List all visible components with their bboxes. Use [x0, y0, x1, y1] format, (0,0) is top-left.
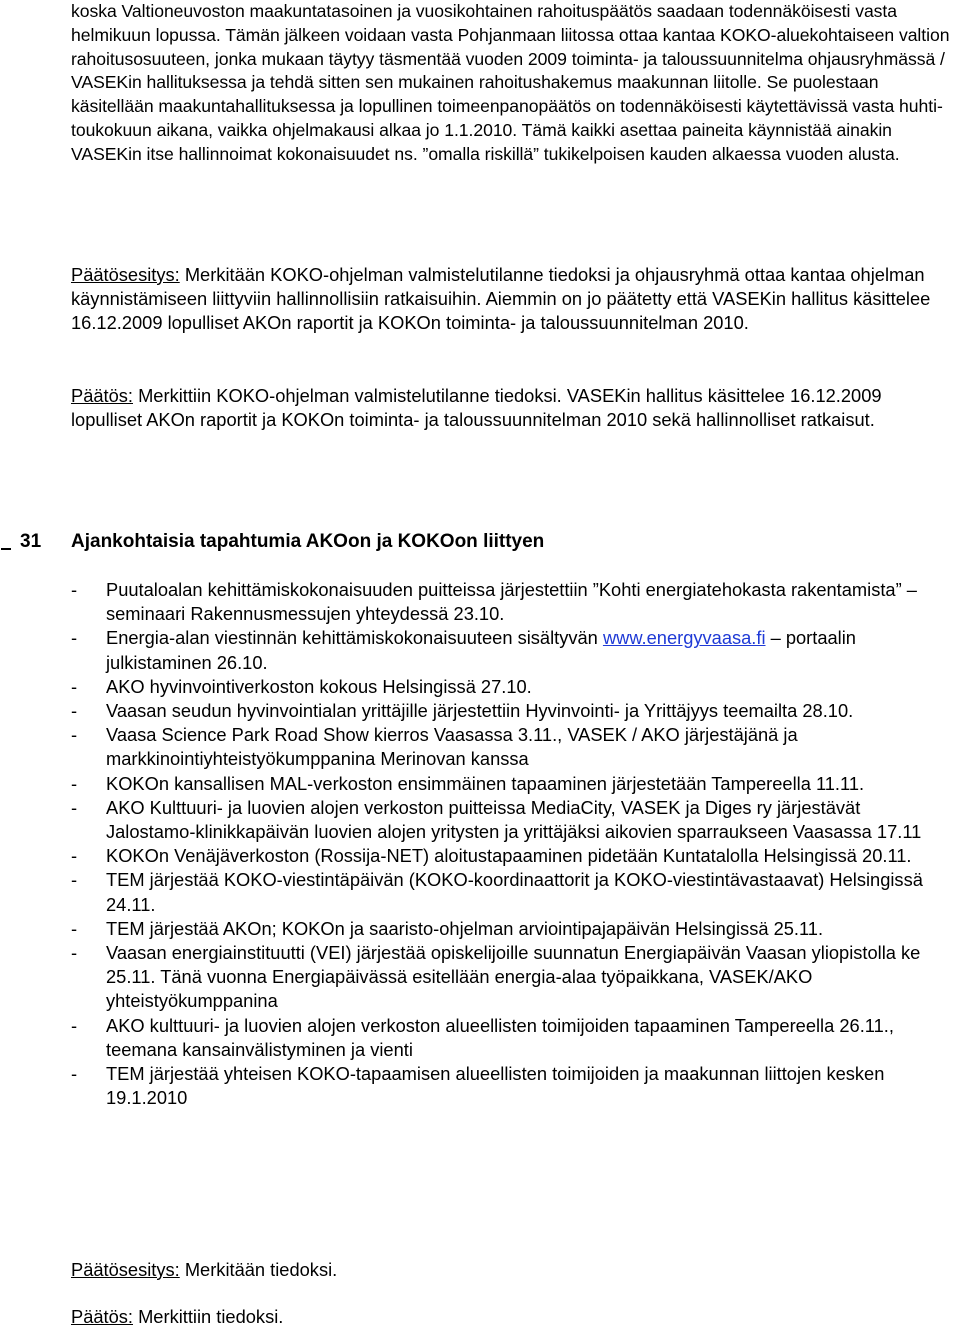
- list-item: [71, 772, 951, 796]
- list-item: [71, 675, 951, 699]
- list-item-text: Vaasan seudun hyvinvointialan yrittäjille järjestettiin Hyvinvointi- ja Yrittäjyys teemailta 28.10.: [106, 700, 854, 722]
- proposal-paragraph-1: [71, 263, 951, 335]
- event-list: [71, 578, 951, 1110]
- list-item-text: Energia-alan viestinnän kehittämiskokonaisuuteen sisältyvän: [106, 627, 603, 649]
- section-title: Ajankohtaisia tapahtumia AKOon ja KOKOon liittyen: [71, 531, 545, 552]
- intro-text: koska Valtioneuvoston maakuntatasoinen ja vuosikohtainen rahoituspäätös saadaan todennäköisesti vasta helmikuun lopussa. Tämän jälkeen voidaan vasta Pohjanmaan liitossa ottaa kantaa KOKO-aluekohtaiseen valtion rahoitusosuuteen, jonka mukaan täytyy täsmentää vuoden 2009 toiminta- ja taloussuunnitelma ohjausryhmässä / VASEKin hallituksessa ja tehdä sitten sen mukainen rahoitushakemus maakunnan liitolle.: [71, 1, 950, 93]
- list-item-text: KOKOn Venäjäverkoston (Rossija-NET) aloitustapaaminen pidetään Kuntatalolla Helsingissä 20.11.: [106, 845, 912, 867]
- list-item-text: Vaasa Science Park Road Show kierros Vaasassa 3.11., VASEK / AKO järjestäjänä ja markkinointiyhteistyökumppanina Merinovan kanssa: [106, 724, 798, 770]
- list-item-text: Puutaloalan kehittämiskokonaisuuden puitteissa järjestettiin ”Kohti energiatehokasta rakentamista” –seminaari Rakennusmessujen yhteydessä 23.10.: [106, 579, 917, 625]
- list-item: [71, 578, 951, 626]
- list-item: [71, 626, 951, 674]
- section-number: 31: [20, 531, 42, 552]
- decision-label: Päätös:: [71, 385, 133, 406]
- section-heading: [0, 529, 960, 555]
- list-item-text: Vaasan energiainstituutti (VEI) järjestää opiskelijoille suunnatun Energiapäivän Vaasan yliopistolla ke 25.11. Tänä vuonna Energiapäivässä esitellään energia-alaa työpaikkana, VASEK/AKO yhteistyökumppanina: [106, 942, 921, 1012]
- list-dash: -: [71, 942, 78, 964]
- decision-text: Merkittiin tiedoksi.: [133, 1306, 284, 1327]
- list-item: [71, 941, 951, 1014]
- list-dash: -: [71, 579, 78, 600]
- list-item-text: AKO kulttuuri- ja luovien alojen verkoston alueellisten toimijoiden tapaaminen Tampereella 26.11., teemana kansainvälistyminen ja vienti: [106, 1014, 894, 1060]
- list-item-text: – portaalin julkistaminen 26.10.: [106, 627, 856, 673]
- energyvaasa-link[interactable]: www.energyvaasa.fi: [602, 627, 766, 649]
- list-item: [71, 844, 951, 868]
- list-dash: -: [71, 675, 78, 697]
- list-dash: -: [71, 796, 78, 818]
- decision-text: Merkittiin KOKO-ohjelman valmistelutilanne tiedoksi. VASEKin hallitus käsittelee 16.12.2009 lopulliset AKOn raportit ja KOKOn toiminta- ja taloussuunnitelman 2010 sekä hallinnolliset ratkaisut.: [71, 385, 882, 430]
- list-item-text: AKO hyvinvointiverkoston kokous Helsingissä 27.10.: [106, 675, 532, 697]
- list-dash: -: [71, 700, 78, 722]
- list-item: [71, 868, 951, 916]
- list-item: [71, 723, 951, 771]
- list-item: [71, 1062, 951, 1110]
- list-item: [71, 796, 951, 844]
- proposal-text: Merkitään KOKO-ohjelman valmistelutilanne tiedoksi ja ohjausryhmä ottaa kantaa ohjelman käynnistämiseen liittyviin hallinnollisiin ratkaisuihin. Aiemmin on jo päätetty että VASEKin hallitus käsittelee 16.12.2009 lopulliset AKOn raportit ja KOKOn toiminta- ja taloussuunnitelman 2010.: [71, 264, 931, 333]
- decision-paragraph-2: [71, 1305, 951, 1329]
- proposal-label: Päätösesitys:: [71, 264, 180, 285]
- proposal-text: Merkitään tiedoksi.: [179, 1259, 338, 1280]
- proposal-paragraph-2: [71, 1258, 951, 1282]
- intro-paragraph: [71, 0, 951, 167]
- intro-text-2: Se puolestaan käsitellään maakuntahallituksessa ja lopullinen toimeenpanopäätös on todennäköisesti käytettävissä vasta huhti-toukokuun aikana, vaikka ohjelmakausi alkaa jo 1.1.2010. Tämä kaikki asettaa paineita käynnistää ainakin VASEKin itse hallinnoimat kokonaisuudet ns. ”omalla riskillä” tukikelpoisen kauden alkaessa vuoden alusta.: [71, 72, 943, 164]
- decision-label: Päätös:: [71, 1306, 133, 1327]
- list-item: [71, 699, 951, 723]
- list-dash: -: [71, 724, 78, 746]
- list-item-text: AKO Kulttuuri- ja luovien alojen verkoston puitteissa MediaCity, VASEK ja Diges ry järjestävät Jalostamo-klinikkapäivän luovien alojen yritysten ja yrittäjäksi aikovien sparraukseen Vaasassa 17.11: [106, 796, 922, 843]
- list-item-text: TEM järjestää AKOn; KOKOn ja saaristo-ohjelman arviointipajapäivän Helsingissä 25.11.: [106, 917, 824, 939]
- list-dash: -: [71, 627, 78, 649]
- list-dash: -: [71, 845, 78, 867]
- decision-paragraph-1: [71, 384, 951, 432]
- list-dash: -: [71, 772, 78, 794]
- list-dash: -: [71, 1063, 78, 1085]
- list-item-text: KOKOn kansallisen MAL-verkoston ensimmäinen tapaaminen järjestetään Tampereella 11.11.: [106, 772, 865, 794]
- list-dash: -: [71, 1014, 78, 1036]
- list-item: [71, 917, 951, 941]
- list-item-text: TEM järjestää yhteisen KOKO-tapaamisen alueellisten toimijoiden ja maakunnan liittojen kesken 19.1.2010: [106, 1063, 885, 1109]
- list-dash: -: [71, 917, 78, 939]
- proposal-label: Päätösesitys:: [71, 1259, 180, 1280]
- list-dash: -: [71, 869, 78, 891]
- list-item-text: TEM järjestää KOKO-viestintäpäivän (KOKO-koordinaattorit ja KOKO-viestintävastaavat) Helsingissä 24.11.: [106, 869, 923, 915]
- list-item: [71, 1014, 951, 1062]
